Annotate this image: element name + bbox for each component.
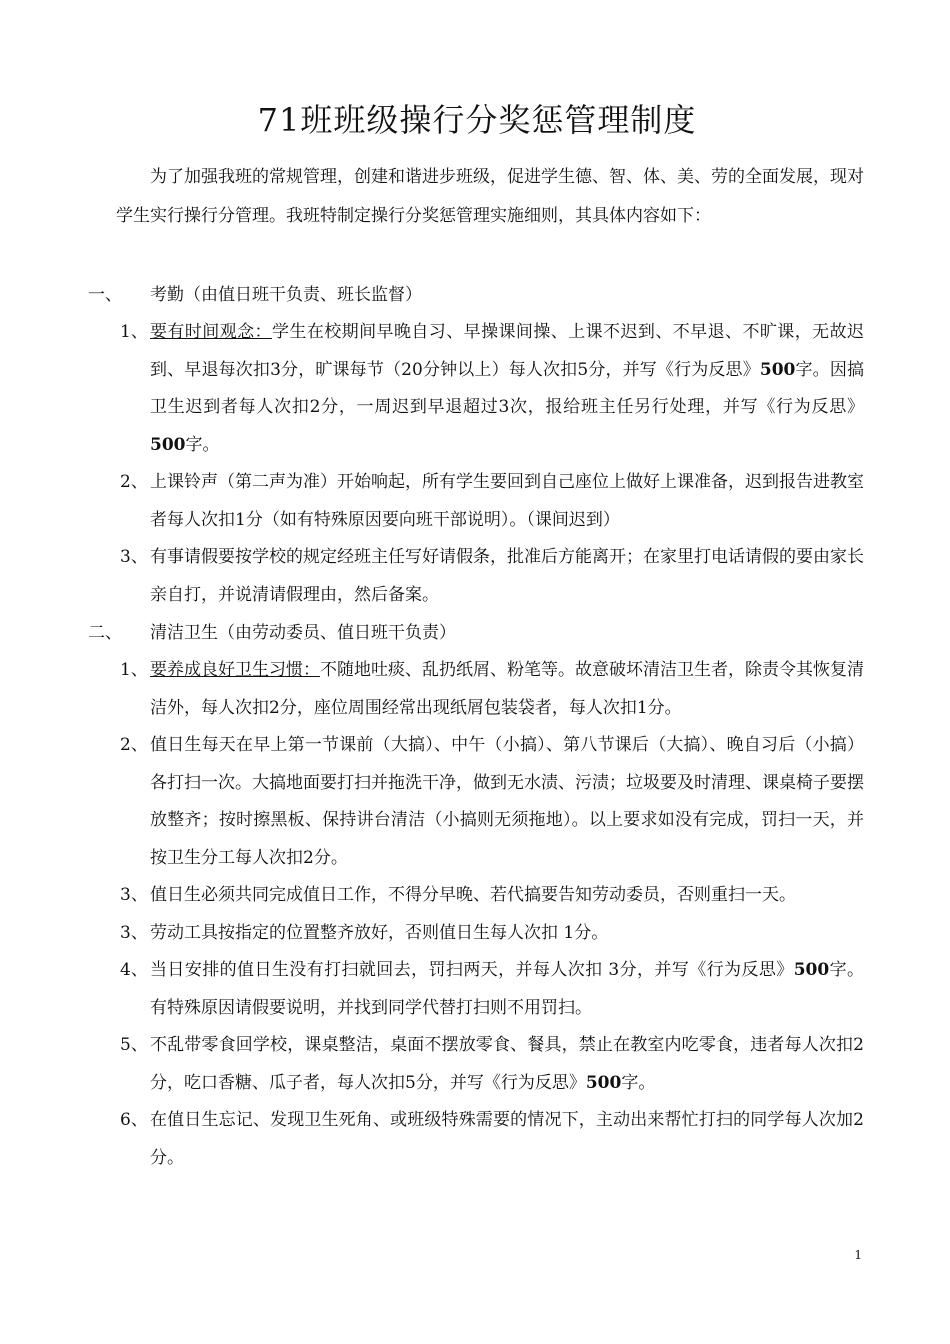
section-cleaning [88, 614, 865, 1177]
item-text: 劳动工具按指定的位置整齐放好，否则值日生每人次扣 1分。 [150, 922, 609, 943]
item-text-part: 当日安排的值日生没有打扫就回去，罚扫两天，并每人次扣 3分，并写《行为反思》 [150, 960, 794, 980]
section-number: 一、 [88, 285, 122, 305]
list-item [120, 915, 864, 953]
spacer [116, 236, 864, 276]
item-lead: 要有时间观念： [150, 322, 272, 342]
item-text-part: 字。因搞卫生迟到者每人次扣2分，一周迟到早退超过3次，报给班主任另行处理，并写《行为反思》 [150, 359, 864, 417]
list-item [120, 314, 864, 464]
item-text [150, 1027, 864, 1102]
list-item [120, 464, 864, 539]
section-attendance [88, 276, 865, 614]
section-heading [88, 614, 864, 652]
item-text-part: 字。 [185, 434, 220, 455]
bold-number: 500 [759, 359, 796, 380]
item-number: 6、 [120, 1110, 148, 1130]
item-text-part: 字。 [621, 1072, 656, 1093]
list-item [120, 652, 864, 727]
list-item [120, 727, 864, 877]
list-item [120, 877, 864, 915]
document-title: 71班班级操行分奖惩管理制度 [257, 101, 697, 139]
page-number: 1 [854, 1248, 862, 1262]
section-title: 考勤（由值日班干负责、班长监督） [150, 285, 422, 305]
item-number: 2、 [120, 735, 148, 755]
bold-number: 500 [150, 434, 186, 455]
item-text: 值日生每天在早上第一节课前（大搞）、中午（小搞）、第八节课后（大搞）、晚自习后（小搞）各打扫一次。大搞地面要打扫并拖洗干净，做到无水渍、污渍；垃圾要及时清理、课桌椅子要摆放整齐；按时擦黑板、保持讲台清洁（小搞则无须拖地）。以上要求如没有完成，罚扫一天，并按卫生分工每人次扣2分。 [150, 735, 864, 868]
list-item [120, 1027, 864, 1102]
item-text-part: 字。有特殊原因请假要说明，并找到同学代替打扫则不用罚扫。 [150, 960, 865, 1018]
list-item [120, 1102, 864, 1177]
intro-paragraph: 为了加强我班的常规管理，创建和谐进步班级，促进学生德、智、体、美、劳的全面发展，现对学生实行操行分管理。我班特制定操行分奖惩管理实施细则，其具体内容如下： [116, 167, 864, 226]
bold-number: 500 [585, 1072, 622, 1093]
item-text-part: 不乱带零食回学校，课桌整洁，桌面不摆放零食、餐具，禁止在教室内吃零食，违者每人次扣2分，吃口香糖、瓜子者，每人次扣5分，并写《行为反思》 [150, 1035, 864, 1093]
section-heading [88, 276, 864, 314]
item-number: 5、 [120, 1035, 148, 1055]
item-text-part: 学生在校期间早晚自习、早操课间操、上课不迟到、不早退、不旷课，无故迟到、早退每次扣3分，旷课每节（20分钟以上）每人次扣5分，并写《行为反思》 [150, 322, 865, 380]
item-number: 2、 [120, 472, 148, 492]
item-number: 1、 [120, 660, 148, 680]
section-number: 二、 [88, 623, 122, 643]
bold-number: 500 [793, 960, 830, 980]
item-text [150, 952, 864, 1027]
item-text: 值日生必须共同完成值日工作，不得分早晚、若代搞要告知劳动委员，否则重扫一天。 [150, 885, 796, 905]
item-text: 在值日生忘记、发现卫生死角、或班级特殊需要的情况下，主动出来帮忙打扫的同学每人次加2分。 [150, 1110, 864, 1168]
item-number: 3、 [120, 885, 148, 905]
item-text-part: 不随地吐痰、乱扔纸屑、粉笔等。故意破坏清洁卫生者，除责令其恢复清洁外，每人次扣2分，座位周围经常出现纸屑包装袋者，每人次扣1分。 [150, 660, 864, 718]
item-text: 有事请假要按学校的规定经班主任写好请假条，批准后方能离开；在家里打电话请假的要由家长亲自打，并说清请假理由，然后备案。 [150, 547, 864, 605]
item-text [150, 652, 864, 727]
item-number: 1、 [120, 322, 148, 342]
item-number: 4、 [120, 960, 148, 980]
item-lead: 要养成良好卫生习惯： [150, 660, 320, 680]
list-item [120, 952, 864, 1027]
item-number: 3、 [120, 547, 148, 567]
item-text [150, 314, 864, 464]
list-item [120, 539, 864, 614]
item-number: 3、 [120, 922, 148, 943]
item-text: 上课铃声（第二声为准）开始响起，所有学生要回到自己座位上做好上课准备，迟到报告进教室者每人次扣1分（如有特殊原因要向班干部说明）。（课间迟到） [150, 472, 864, 530]
section-title: 清洁卫生（由劳动委员、值日班干负责） [150, 623, 456, 643]
